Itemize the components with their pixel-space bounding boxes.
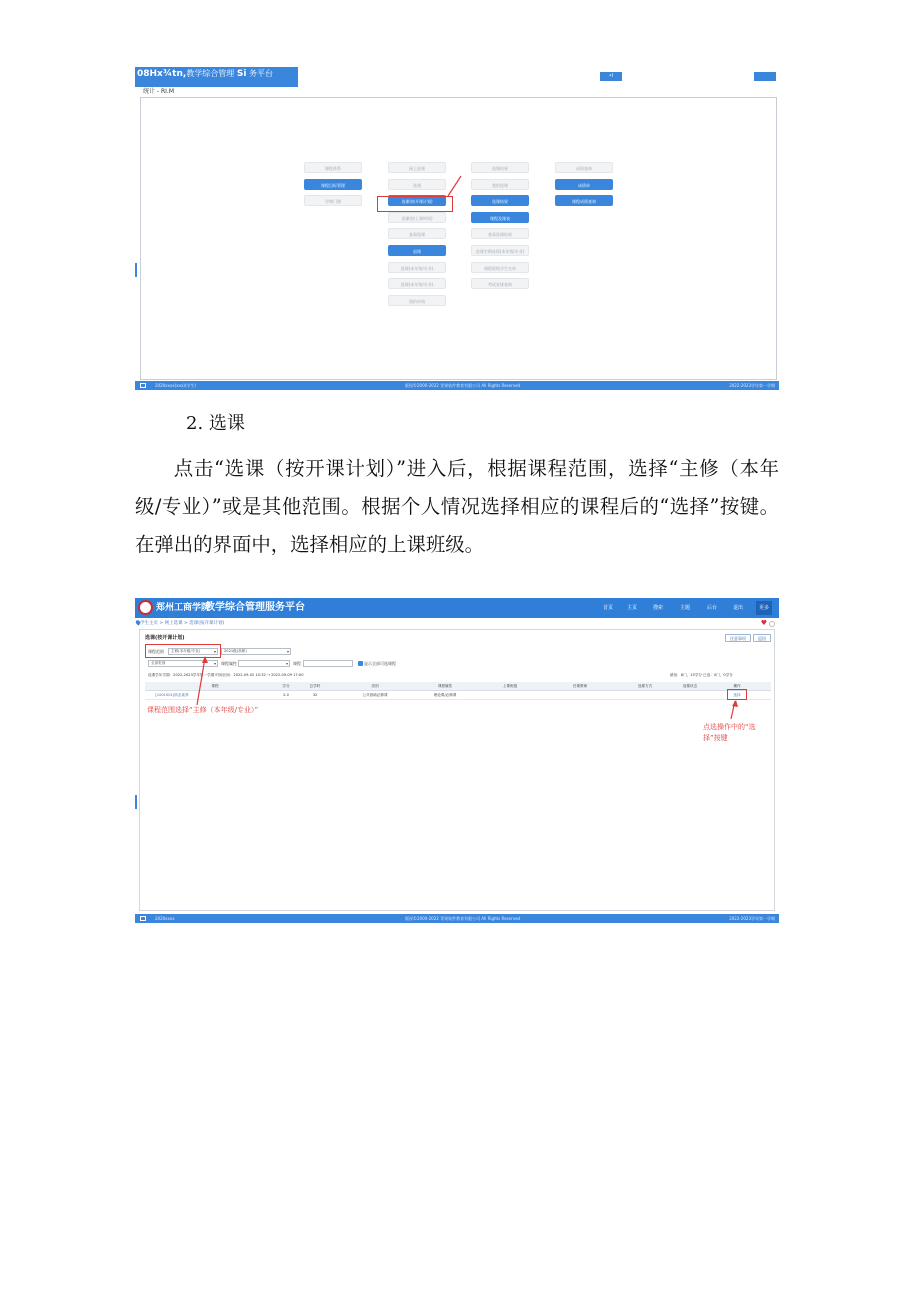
- row-course-code[interactable]: [1001001]职业素养: [155, 693, 189, 697]
- row-category: 公共基础必修课: [362, 693, 388, 697]
- annotation-scope: 课程范围选择“主修（本年级/专业）”: [147, 706, 259, 714]
- notice-button[interactable]: 注意事项: [725, 634, 751, 642]
- school-name: 郑州工商学院: [156, 603, 211, 613]
- panel-title: 选课(按开课计划): [145, 635, 185, 641]
- menu-col1-item[interactable]: 课程目标管理: [304, 179, 362, 190]
- school-logo: [138, 600, 153, 615]
- title-si: Si: [236, 69, 247, 79]
- footer-user: 2020xxxx: [155, 916, 175, 921]
- menu-col2-item[interactable]: 选课(本年级/专业): [388, 262, 446, 273]
- col-attr: 课程属性: [437, 684, 453, 688]
- row-credit: 2.0: [283, 693, 289, 697]
- menu-col3-item[interactable]: 课程及课表: [471, 212, 529, 223]
- annotation-select-line2: 择”按键: [703, 734, 728, 742]
- menu-col2-item[interactable]: 选课: [388, 179, 446, 190]
- menu-col4-item[interactable]: 成绩单: [555, 179, 613, 190]
- course-attr-select[interactable]: [238, 660, 290, 667]
- col-action: 操作: [733, 684, 741, 688]
- col-class: 上课班级: [502, 684, 518, 688]
- return-button[interactable]: 返回: [753, 634, 771, 642]
- col-course: 课程: [211, 684, 219, 688]
- footer-user: 2020xxxx(xxx)(学生): [155, 383, 196, 388]
- menu-col2-item[interactable]: 选课(按开课计划): [388, 195, 446, 206]
- screenshot-menu-page: [135, 67, 779, 391]
- menu-col3-item[interactable]: 选课结果: [471, 162, 529, 173]
- annotation-select-line1: 点选操作中的“选: [703, 723, 756, 731]
- menu-col4-item[interactable]: 成绩查询: [555, 162, 613, 173]
- menu-col1-item[interactable]: 课程体系: [304, 162, 362, 173]
- highlight-box-select-by-plan: [377, 196, 453, 212]
- nav-search[interactable]: 搜索: [653, 605, 664, 611]
- footer-copyright: 版权©2000-2022 青果软件教育有限公司 All Rights Reserved: [405, 916, 521, 921]
- settings-ring-icon[interactable]: [769, 621, 775, 627]
- time-info: 选课学年学期：2022-2023学年第一学期 时间区间：2022-09-02 10:32 → 2022-09-09 17:00: [148, 673, 304, 677]
- menu-col3-item[interactable]: 选课学期成绩(本年级/专业): [471, 245, 529, 256]
- platform-name: 教学综合管理服务平台: [205, 602, 305, 613]
- show-all-label: 显示全部可选课程: [364, 661, 396, 666]
- menu-col2-item[interactable]: 选课(按上课时间): [388, 212, 446, 223]
- menu-col2-item[interactable]: 网上选课: [388, 162, 446, 173]
- menu-col2-item[interactable]: 预约申请: [388, 295, 446, 306]
- row-attr: 理论课/必修课: [433, 693, 457, 697]
- title-prefix: 08Hx¾tn,: [137, 69, 187, 79]
- section-heading: 2. 选课: [186, 413, 245, 434]
- footer-bar: [135, 914, 779, 923]
- home-icon[interactable]: [140, 916, 146, 921]
- highlight-box-select: [727, 689, 747, 700]
- footer-term: 2022-2023学年第一学期: [729, 383, 775, 388]
- menu-col2-item[interactable]: 选课(本年级/专业): [388, 278, 446, 289]
- col-method: 选课方式: [637, 684, 653, 688]
- grade-select[interactable]: 2021级(高职) ▾: [221, 648, 291, 655]
- col-hours: 总学时: [309, 684, 321, 688]
- course-search-input[interactable]: [303, 660, 353, 667]
- col-teacher: 任课教师: [572, 684, 588, 688]
- menu-col2-item[interactable]: 退课: [388, 245, 446, 256]
- course-label: 课程: [293, 661, 301, 666]
- footer-term: 2022-2023学年第一学期: [729, 916, 775, 921]
- footer-bar: [135, 381, 779, 390]
- section-paragraph: 点击“选课（按开课计划）”进入后，根据课程范围，选择“主修（本年级/专业）”或是其他范围。根据个人情况选择相应的课程后的“选择”按键。在弹出的界面中，选择相应的上课班级。: [135, 457, 779, 556]
- menu-col4-item[interactable]: 课程成绩查询: [555, 195, 613, 206]
- row-select-button[interactable]: 选择: [733, 693, 741, 697]
- nav-logout[interactable]: 退出: [733, 605, 744, 611]
- screenshot-select-course-page: [135, 598, 779, 924]
- nav-main[interactable]: 主页: [627, 605, 638, 611]
- nav-theme[interactable]: 主题: [680, 605, 691, 611]
- menu-col3-item[interactable]: 查看选课结果: [471, 228, 529, 239]
- arrow-annotations: [135, 598, 136, 599]
- col-credit: 学分: [282, 684, 290, 688]
- nav-home[interactable]: 首页: [603, 605, 614, 611]
- scope-select[interactable]: 主修(本年级/专业) ▾: [168, 648, 218, 655]
- side-handle[interactable]: [135, 263, 137, 277]
- menu-col3-item[interactable]: 我的选课: [471, 179, 529, 190]
- side-handle[interactable]: [135, 795, 137, 809]
- menu-col3-item[interactable]: 课程班级学生名单: [471, 262, 529, 273]
- title-middle: 教学综合管理: [186, 69, 235, 78]
- menu-col3-item[interactable]: 考试安排查询: [471, 278, 529, 289]
- title-suffix: 务平台: [248, 69, 273, 78]
- footer-copyright: 版权©2000-2022 青果软件教育有限公司 All Rights Reserved: [405, 383, 521, 388]
- scope-label: 课程范围: [148, 649, 164, 654]
- menu-col1-item[interactable]: 学期门课: [304, 195, 362, 206]
- platform-title-bar: [135, 67, 298, 87]
- top-action-button[interactable]: •l: [600, 72, 622, 81]
- menu-col2-item[interactable]: 查看选课: [388, 228, 446, 239]
- nav-more[interactable]: 更多: [756, 601, 772, 615]
- nav-admin[interactable]: 后台: [707, 605, 718, 611]
- menu-content-area: [140, 97, 777, 380]
- show-all-checkbox[interactable]: [358, 661, 363, 666]
- top-menu-button[interactable]: [754, 72, 776, 81]
- course-attr-label: 课程属性: [221, 661, 237, 666]
- home-icon[interactable]: [140, 383, 146, 388]
- credit-info: 最低：8门，15学分 已选：0门，0学分: [670, 673, 733, 677]
- course-type-select[interactable]: 全部类别 ▾: [148, 660, 218, 667]
- col-status: 选课状态: [682, 684, 698, 688]
- arrow-annotation: [141, 98, 142, 99]
- breadcrumb: 学生主页 > 网上选课 > 选课(按开课计划): [140, 621, 225, 626]
- breadcrumb: 统计 - RI.M: [143, 88, 175, 95]
- highlight-box-scope: [145, 644, 221, 658]
- menu-col3-item[interactable]: 选课结果: [471, 195, 529, 206]
- col-category: 类别: [371, 684, 379, 688]
- row-hours: 32: [312, 693, 318, 697]
- heart-icon[interactable]: ♥: [760, 619, 767, 627]
